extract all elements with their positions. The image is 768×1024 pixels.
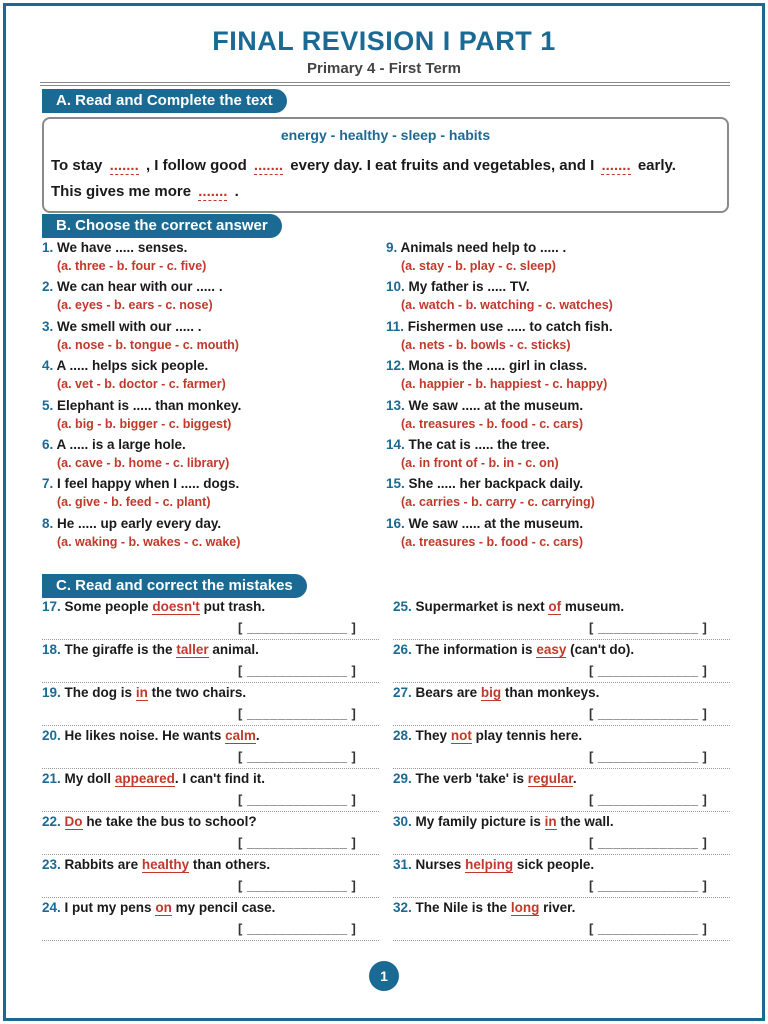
sentence-end: my pencil case.: [175, 900, 276, 915]
answer-options[interactable]: (a. watch - b. watching - c. watches): [401, 298, 613, 313]
question-8: [42, 516, 221, 531]
sentence-start: The Nile is the: [415, 900, 508, 915]
sentence-end: museum.: [564, 599, 625, 614]
answer-field[interactable]: [ _____________ ]: [238, 620, 357, 635]
answer-field[interactable]: [ _____________ ]: [589, 835, 708, 850]
answer-field[interactable]: [ _____________ ]: [589, 921, 708, 936]
question-number: 21.: [42, 771, 61, 786]
question-number: 32.: [393, 900, 412, 915]
answer-options[interactable]: (a. treasures - b. food - c. cars): [401, 416, 583, 431]
dotted-divider: [393, 940, 730, 941]
question-text: Mona is the ..... girl in class.: [408, 358, 588, 374]
mistake-question-21: [42, 771, 265, 786]
dotted-divider: [393, 854, 730, 855]
sentence-end: . I can't find it.: [174, 771, 266, 786]
question-text: My father is ..... TV.: [408, 279, 530, 295]
mistake-question-20: [42, 728, 260, 743]
dotted-divider: [42, 811, 379, 812]
dotted-divider: [393, 897, 730, 898]
mistake-word: not: [450, 728, 472, 743]
answer-options[interactable]: (a. nose - b. tongue - c. mouth): [57, 337, 239, 352]
question-text: She ..... her backpack daily.: [408, 476, 584, 492]
answer-options[interactable]: (a. cave - b. home - c. library): [57, 456, 230, 470]
question-9: [386, 240, 566, 255]
question-number: 6.: [42, 437, 54, 452]
answer-field[interactable]: [ _____________ ]: [238, 921, 357, 936]
question-text: We saw ..... at the museum.: [408, 397, 584, 413]
mistake-word: easy: [536, 642, 567, 657]
answer-options[interactable]: (a. carries - b. carry - c. carrying): [401, 495, 595, 510]
page-subtitle: Primary 4 - First Term: [307, 60, 461, 77]
question-14: [386, 437, 550, 452]
mistake-word: long: [510, 900, 540, 915]
sentence-end: animal.: [212, 642, 259, 657]
dotted-divider: [42, 854, 379, 855]
question-number: 17.: [42, 599, 61, 614]
question-10: [386, 279, 530, 294]
question-text: We can hear with our ..... .: [57, 279, 223, 295]
sentence-start: I put my pens: [64, 900, 152, 915]
answer-options[interactable]: (a. vet - b. doctor - c. farmer): [57, 377, 226, 392]
answer-field[interactable]: [ _____________ ]: [238, 835, 357, 850]
question-number: 30.: [393, 814, 412, 829]
question-3: [42, 319, 202, 334]
sentence-start: Rabbits are: [64, 857, 139, 872]
question-13: [386, 398, 583, 413]
answer-options[interactable]: (a. eyes - b. ears - c. nose): [57, 298, 213, 313]
answer-options[interactable]: (a. big - b. bigger - c. biggest): [57, 416, 232, 431]
sentence-end: than monkeys.: [504, 685, 600, 700]
mistake-word: on: [155, 900, 172, 915]
dotted-divider: [42, 940, 379, 941]
mistake-word: in: [135, 685, 148, 700]
sentence-end: than others.: [192, 857, 271, 872]
question-number: 26.: [393, 642, 412, 657]
mistake-question-25: [393, 599, 624, 614]
question-number: 23.: [42, 857, 61, 872]
answer-options[interactable]: (a. treasures - b. food - c. cars): [401, 534, 583, 549]
sentence-start: Some people: [64, 599, 149, 614]
question-number: 14.: [386, 437, 405, 452]
answer-options[interactable]: (a. happier - b. happiest - c. happy): [401, 377, 608, 392]
question-number: 12.: [386, 358, 405, 374]
question-text: A ..... is a large hole.: [56, 437, 186, 452]
mistake-word: in: [544, 814, 557, 829]
question-2: [42, 279, 223, 294]
dotted-divider: [42, 639, 379, 640]
mistake-word: Do: [64, 814, 83, 829]
section-c-heading: C. Read and correct the mistakes: [42, 574, 307, 598]
question-number: 31.: [393, 857, 412, 872]
sentence-end: put trash.: [203, 599, 266, 614]
divider: [40, 85, 730, 86]
answer-field[interactable]: [ _____________ ]: [238, 663, 357, 678]
mistake-question-31: [393, 857, 594, 872]
sentence-start: The information is: [415, 642, 533, 657]
mistake-question-24: [42, 900, 275, 915]
mistake-question-30: [393, 814, 614, 829]
question-number: 8.: [42, 515, 54, 531]
dotted-divider: [393, 682, 730, 683]
question-number: 20.: [42, 728, 61, 743]
sentence-end: .: [572, 771, 577, 786]
sentence-start: Supermarket is next: [415, 599, 545, 614]
dotted-divider: [42, 725, 379, 726]
question-number: 13.: [386, 397, 405, 413]
sentence-start: Bears are: [415, 685, 478, 700]
question-number: 24.: [42, 900, 61, 915]
mistake-question-27: [393, 685, 599, 700]
dotted-divider: [393, 725, 730, 726]
question-16: [386, 516, 583, 531]
question-text: We have ..... senses.: [57, 240, 188, 255]
question-number: 29.: [393, 771, 412, 786]
question-text: Elephant is ..... than monkey.: [57, 397, 242, 413]
mistake-question-26: [393, 642, 634, 657]
question-number: 3.: [42, 318, 54, 334]
text-line-2: This gives me more ....... .: [51, 183, 239, 200]
answer-options[interactable]: (a. three - b. four - c. five): [57, 259, 207, 273]
question-number: 9.: [386, 240, 398, 255]
question-number: 2.: [42, 279, 54, 295]
divider: [40, 82, 730, 83]
page-title: FINAL REVISION I PART 1: [212, 26, 556, 56]
question-number: 28.: [393, 728, 412, 743]
question-number: 11.: [386, 318, 405, 334]
sentence-start: They: [415, 728, 448, 743]
question-15: [386, 476, 583, 491]
question-12: [386, 358, 587, 373]
question-text: We smell with our ..... .: [57, 318, 202, 334]
dotted-divider: [42, 897, 379, 898]
answer-field[interactable]: [ _____________ ]: [238, 749, 357, 764]
question-number: 4.: [42, 358, 54, 374]
section-b-heading: B. Choose the correct answer: [42, 214, 282, 238]
question-text: A ..... helps sick people.: [56, 358, 209, 374]
answer-field[interactable]: [ _____________ ]: [589, 792, 708, 807]
question-text: We saw ..... at the museum.: [408, 515, 584, 531]
question-number: 16.: [386, 515, 405, 531]
sentence-end: play tennis here.: [475, 728, 583, 743]
sentence-end: river.: [543, 900, 576, 915]
mistake-question-32: [393, 900, 575, 915]
sentence-start: He likes noise. He wants: [64, 728, 222, 743]
dotted-divider: [393, 768, 730, 769]
mistake-question-22: [42, 814, 257, 829]
blank[interactable]: .......: [253, 157, 284, 174]
question-number: 22.: [42, 814, 61, 829]
question-text: The cat is ..... the tree.: [408, 437, 550, 452]
answer-field[interactable]: [ _____________ ]: [238, 878, 357, 893]
sentence-end: he take the bus to school?: [86, 814, 257, 829]
mistake-word: big: [480, 685, 502, 700]
sentence-start: Nurses: [415, 857, 462, 872]
mistake-word: doesn't: [152, 599, 200, 614]
mistake-question-23: [42, 857, 270, 872]
section-a-heading: A. Read and Complete the text: [42, 89, 287, 113]
answer-field[interactable]: [ _____________ ]: [238, 706, 357, 721]
sentence-start: The verb 'take' is: [415, 771, 525, 786]
mistake-question-28: [393, 728, 582, 743]
question-number: 19.: [42, 685, 61, 700]
dotted-divider: [393, 811, 730, 812]
answer-options[interactable]: (a. in front of - b. in - c. on): [401, 456, 559, 470]
question-7: [42, 476, 239, 491]
question-text: I feel happy when I ..... dogs.: [57, 476, 240, 492]
word-bank: energy - healthy - sleep - habits: [280, 127, 491, 143]
question-number: 10.: [386, 279, 405, 295]
sentence-end: (can't do).: [570, 642, 635, 657]
sentence-start: The giraffe is the: [64, 642, 173, 657]
question-number: 1.: [42, 240, 54, 255]
section-a-box: [42, 117, 729, 213]
question-5: [42, 398, 241, 413]
dotted-divider: [42, 768, 379, 769]
question-text: Fishermen use ..... to catch fish.: [407, 318, 613, 334]
mistake-word: of: [548, 599, 562, 614]
question-6: [42, 437, 186, 452]
answer-field[interactable]: [ _____________ ]: [589, 620, 708, 635]
question-number: 18.: [42, 642, 61, 657]
answer-options[interactable]: (a. nets - b. bowls - c. sticks): [401, 337, 571, 352]
question-number: 5.: [42, 397, 54, 413]
mistake-word: calm: [225, 728, 256, 743]
mistake-question-18: [42, 642, 259, 657]
answer-field[interactable]: [ _____________ ]: [238, 792, 357, 807]
mistake-word: appeared: [114, 771, 175, 786]
blank[interactable]: .......: [601, 157, 631, 174]
page-number: 1: [369, 961, 399, 991]
dotted-divider: [393, 639, 730, 640]
question-number: 25.: [393, 599, 412, 614]
sentence-end: .: [255, 728, 260, 743]
dotted-divider: [42, 682, 379, 683]
sentence-end: the two chairs.: [151, 685, 247, 700]
blank[interactable]: .......: [109, 157, 139, 174]
answer-options[interactable]: (a. stay - b. play - c. sleep): [401, 259, 556, 273]
answer-field[interactable]: [ _____________ ]: [589, 878, 708, 893]
sentence-end: the wall.: [560, 814, 614, 829]
mistake-word: helping: [465, 857, 514, 872]
answer-field[interactable]: [ _____________ ]: [589, 749, 708, 764]
answer-options[interactable]: (a. give - b. feed - c. plant): [57, 495, 211, 510]
question-4: [42, 358, 208, 373]
question-1: [42, 240, 187, 255]
answer-field[interactable]: [ _____________ ]: [589, 706, 708, 721]
blank[interactable]: .......: [198, 183, 228, 200]
sentence-start: The dog is: [64, 685, 133, 700]
sentence-start: My family picture is: [415, 814, 541, 829]
question-number: 27.: [393, 685, 412, 700]
sentence-start: My doll: [64, 771, 112, 786]
answer-options[interactable]: (a. waking - b. wakes - c. wake): [57, 534, 241, 549]
sentence-end: sick people.: [516, 857, 595, 872]
mistake-question-17: [42, 599, 265, 614]
answer-field[interactable]: [ _____________ ]: [589, 663, 708, 678]
mistake-question-29: [393, 771, 577, 786]
mistake-word: taller: [176, 642, 209, 657]
question-text: Animals need help to ..... .: [400, 240, 567, 255]
mistake-question-19: [42, 685, 246, 700]
text-line-1: To stay ....... , I follow good ....... every day. I eat fruits and vegetables, and I ....... early.: [51, 157, 676, 174]
question-number: 7.: [42, 476, 54, 492]
mistake-word: regular: [527, 771, 573, 786]
question-11: [386, 319, 613, 334]
question-number: 15.: [386, 476, 405, 492]
question-text: He ..... up early every day.: [57, 515, 222, 531]
mistake-word: healthy: [141, 857, 190, 872]
